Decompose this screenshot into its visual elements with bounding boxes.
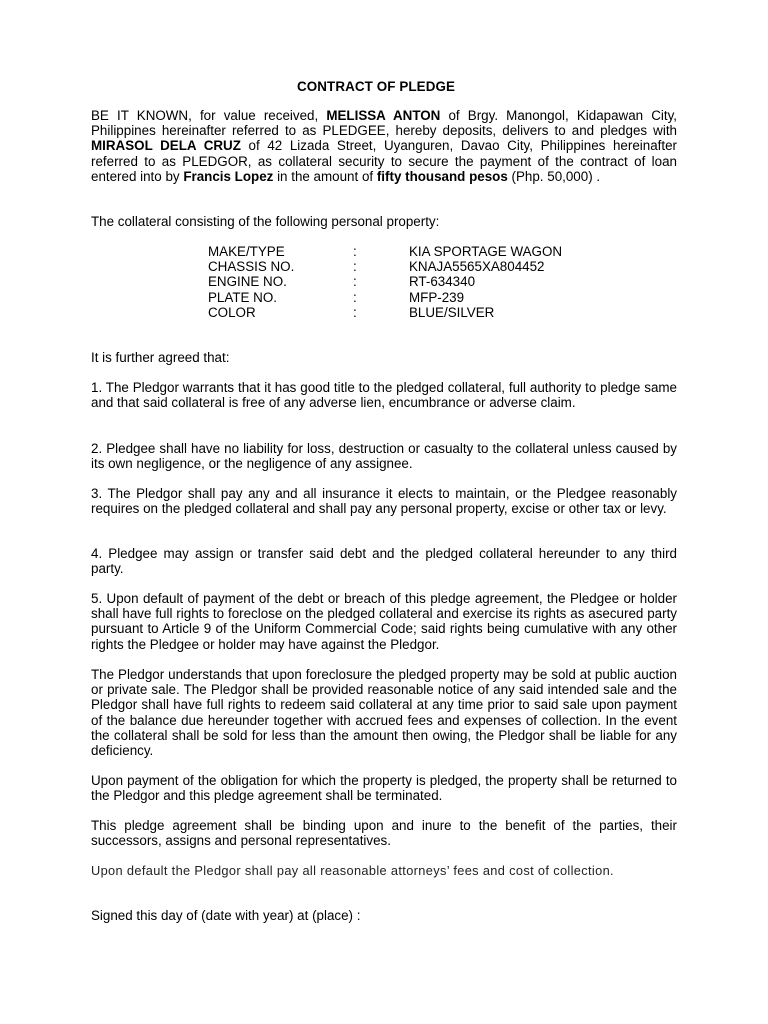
binding-paragraph: This pledge agreement shall be binding upon and inure to the benefit of the parties, their successors, assigns and personal representatives.: [91, 818, 677, 849]
borrower-name: Francis Lopez: [183, 168, 274, 184]
signed-line: Signed this day of (date with year) at (place) :: [91, 908, 361, 923]
clause-2: 2. Pledgee shall have no liability for loss, destruction or casualty to the collateral unless caused by its own negligence, or the negligence of any assignee.: [91, 441, 677, 472]
foreclosure-paragraph: The Pledgor understands that upon foreclosure the pledged property may be sold at public auction or private sale. The Pledgor shall be provided reasonable notice of any said intended sale and the Pledgor shall have full rights to redeem said collateral at any time prior to said sale upon payment of the balance due hereunder together with accrued fees and expenses of collection. In the event the collateral shall be sold for less than the amount then owing, the Pledgor shall be liable for any deficiency.: [91, 667, 677, 759]
attorney-fees-paragraph: Upon default the Pledgor shall pay all reasonable attorneys’ fees and cost of collection.: [91, 863, 614, 878]
intro-text-1: BE IT KNOWN, for value received,: [91, 108, 327, 123]
property-label: PLATE NO.: [208, 289, 277, 305]
pledgee-name: MELISSA ANTON: [326, 108, 441, 123]
clause-4: 4. Pledgee may assign or transfer said debt and the pledged collateral hereunder to any third party.: [91, 546, 677, 577]
amount-words: fifty thousand pesos: [376, 168, 508, 184]
property-label: COLOR: [208, 304, 256, 320]
property-separator: :: [353, 244, 357, 259]
document-title: CONTRACT OF PLEDGE: [297, 79, 456, 94]
property-separator: :: [353, 304, 357, 320]
clause-1: 1. The Pledgor warrants that it has good title to the pledged collateral, full authority to pledge same and that said collateral is free of any adverse lien, encumbrance or adverse claim.: [91, 380, 677, 411]
property-label: ENGINE NO.: [208, 274, 287, 290]
property-value: RT-634340: [409, 274, 476, 290]
return-paragraph: Upon payment of the obligation for which the property is pledged, the property shall be returned to the Pledgor and this pledge agreement shall be terminated.: [91, 773, 677, 804]
property-value: KIA SPORTAGE WAGON: [409, 244, 563, 259]
clause-5: 5. Upon default of payment of the debt or breach of this pledge agreement, the Pledgee or holder shall have full rights to foreclose on the pledged collateral and exercise its rights as asecured party pursuant to Article 9 of the Uniform Commercial Code; said rights being cumulative with any other rights the Pledgee or holder may have against the Pledgor.: [91, 591, 677, 652]
property-separator: :: [353, 289, 357, 305]
property-row: [208, 259, 562, 274]
intro-text-4: in the amount of: [273, 168, 377, 184]
intro-paragraph: [91, 108, 677, 184]
property-value: BLUE/SILVER: [409, 304, 495, 320]
property-row: [208, 244, 562, 259]
property-row: [208, 274, 562, 289]
intro-text-2: of Brgy. Manongol, Kidapawan City, Philippines hereinafter referred to as PLEDGEE, hereby deposits, delivers to and pledges with: [91, 108, 678, 139]
property-value: KNAJA5565XA804452: [409, 259, 545, 275]
intro-text-3: of 42 Lizada Street, Uyanguren, Davao City, Philippines hereinafter referred to as PLEDGOR, as collateral security to secure the payment of the contract of loan entered into by: [91, 138, 677, 184]
property-label: MAKE/TYPE: [208, 244, 285, 259]
property-separator: :: [353, 259, 357, 275]
property-table: [208, 244, 562, 320]
property-value: MFP-239: [409, 289, 465, 305]
property-row: [208, 305, 562, 320]
pledgor-name: MIRASOL DELA CRUZ: [91, 138, 241, 154]
collateral-intro: The collateral consisting of the following personal property:: [91, 214, 440, 229]
property-label: CHASSIS NO.: [208, 259, 295, 275]
property-row: [208, 290, 562, 305]
amount-figure: (Php. 50,000) .: [507, 168, 601, 184]
clause-3: 3. The Pledgor shall pay any and all insurance it elects to maintain, or the Pledgee reasonably requires on the pledged collateral and shall pay any personal property, excise or other tax or levy.: [91, 486, 677, 517]
property-separator: :: [353, 274, 357, 290]
further-agreed: It is further agreed that:: [91, 350, 230, 365]
